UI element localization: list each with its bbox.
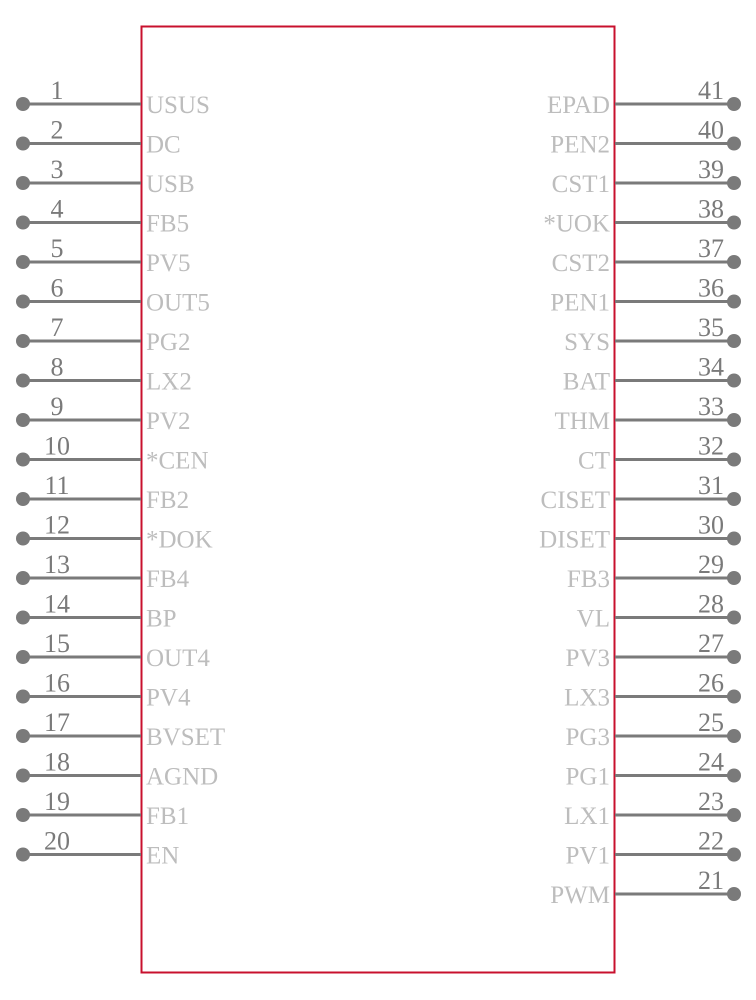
pin-number: 9 — [50, 392, 64, 421]
pin-number: 10 — [44, 431, 70, 461]
pin-name: LX3 — [564, 684, 610, 712]
pin-terminal-dot — [16, 334, 30, 348]
pin-30 — [539, 511, 741, 554]
pin-name: OUT5 — [146, 289, 210, 317]
pin-17 — [16, 708, 225, 751]
pin-terminal-dot — [16, 808, 30, 822]
pin-name: PG2 — [146, 329, 191, 356]
pin-33 — [554, 392, 741, 435]
pin-name: PV3 — [565, 645, 610, 672]
pin-number: 6 — [50, 273, 64, 303]
pin-name: PG1 — [565, 763, 610, 791]
pin-24 — [566, 748, 741, 791]
pin-32 — [578, 432, 741, 475]
pin-number: 32 — [698, 431, 724, 461]
pin-terminal-dot — [16, 295, 30, 309]
pin-number: 11 — [44, 471, 70, 500]
pin-20 — [16, 827, 179, 870]
pin-number: 1 — [50, 76, 64, 105]
pin-number: 21 — [698, 866, 724, 895]
pin-35 — [564, 313, 741, 356]
pin-name: EN — [146, 842, 180, 870]
pin-name: SYS — [564, 329, 610, 356]
pin-name: *DOK — [146, 526, 213, 554]
pin-number: 33 — [698, 392, 724, 421]
pin-number: 5 — [50, 234, 64, 263]
pin-name: LX1 — [564, 803, 610, 830]
pin-name: VL — [576, 605, 610, 633]
pin-name: PEN2 — [550, 131, 610, 159]
pin-terminal-dot — [727, 571, 741, 585]
pin-38 — [543, 195, 741, 238]
pin-name: BP — [146, 605, 177, 633]
pin-27 — [566, 629, 741, 672]
pin-number: 27 — [698, 629, 724, 658]
pin-36 — [550, 274, 741, 317]
pin-39 — [552, 155, 741, 198]
pin-number: 39 — [698, 155, 724, 184]
pin-41 — [547, 76, 741, 119]
pin-29 — [567, 550, 741, 593]
pin-name: PV4 — [146, 684, 191, 712]
pin-number: 22 — [698, 826, 724, 856]
pin-name: BAT — [562, 368, 610, 396]
pin-11 — [16, 471, 189, 514]
pin-26 — [564, 669, 741, 712]
pin-8 — [16, 353, 192, 396]
pin-terminal-dot — [16, 650, 30, 664]
pin-number: 4 — [50, 194, 64, 224]
pin-number: 20 — [44, 826, 70, 856]
pin-terminal-dot — [727, 729, 741, 743]
pin-terminal-dot — [727, 848, 741, 862]
pin-number: 30 — [698, 510, 724, 540]
pin-name: CST1 — [551, 171, 610, 198]
pin-name: USUS — [146, 92, 210, 119]
pin-name: PV1 — [565, 842, 610, 870]
pin-name: DISET — [539, 526, 610, 554]
pin-number: 18 — [44, 747, 70, 777]
pin-terminal-dot — [727, 611, 741, 625]
pin-name: THM — [554, 408, 610, 435]
pin-name: USB — [146, 171, 195, 198]
pin-name: PV5 — [146, 250, 191, 277]
pin-terminal-dot — [727, 176, 741, 190]
pin-terminal-dot — [727, 334, 741, 348]
pin-name: FB2 — [146, 487, 190, 514]
pin-4 — [16, 195, 189, 238]
pin-14 — [16, 590, 177, 633]
pin-terminal-dot — [16, 532, 30, 546]
pin-12 — [16, 511, 213, 554]
pin-terminal-dot — [16, 453, 30, 467]
pin-number: 2 — [50, 115, 64, 145]
pin-40 — [550, 116, 741, 159]
pin-terminal-dot — [727, 769, 741, 783]
pin-number: 41 — [698, 76, 724, 105]
pin-31 — [541, 471, 741, 514]
pin-37 — [552, 234, 741, 277]
pin-10 — [16, 432, 209, 475]
pin-number: 24 — [698, 747, 724, 777]
pin-name: FB3 — [566, 566, 610, 593]
pin-name: OUT4 — [146, 645, 210, 672]
pin-name: CST2 — [551, 250, 610, 277]
pin-34 — [563, 353, 741, 396]
pin-name: CT — [578, 447, 610, 475]
pin-number: 35 — [698, 313, 724, 342]
pin-name: FB5 — [146, 210, 190, 238]
pin-19 — [16, 787, 189, 830]
pin-16 — [16, 669, 191, 712]
pin-number: 37 — [698, 234, 724, 263]
pin-number: 36 — [698, 273, 724, 303]
pin-terminal-dot — [727, 690, 741, 704]
pin-terminal-dot — [16, 97, 30, 111]
pin-name: PG3 — [565, 724, 610, 751]
pin-25 — [566, 708, 741, 751]
pin-number: 14 — [44, 589, 70, 619]
pin-terminal-dot — [16, 137, 30, 151]
pin-number: 17 — [44, 708, 70, 737]
pin-terminal-dot — [16, 492, 30, 506]
pin-13 — [16, 550, 190, 593]
pin-terminal-dot — [727, 97, 741, 111]
pin-terminal-dot — [16, 611, 30, 625]
pin-number: 3 — [50, 155, 64, 184]
pin-1 — [16, 76, 210, 119]
pin-number: 34 — [698, 352, 724, 382]
pin-terminal-dot — [727, 255, 741, 269]
pin-name: PV2 — [146, 408, 191, 435]
pin-terminal-dot — [16, 255, 30, 269]
pin-21 — [550, 866, 741, 909]
pin-name: LX2 — [146, 368, 192, 396]
pin-terminal-dot — [727, 650, 741, 664]
pin-terminal-dot — [727, 216, 741, 230]
pin-name: DC — [146, 131, 181, 159]
pin-terminal-dot — [16, 413, 30, 427]
pin-name: *CEN — [146, 447, 209, 475]
pin-terminal-dot — [16, 176, 30, 190]
pin-name: PWM — [550, 882, 610, 909]
pin-3 — [16, 155, 195, 198]
pin-number: 29 — [698, 550, 724, 579]
pin-2 — [16, 116, 181, 159]
pin-terminal-dot — [727, 453, 741, 467]
pin-number: 25 — [698, 708, 724, 737]
pin-number: 31 — [698, 471, 724, 500]
pin-number: 26 — [698, 668, 724, 698]
pin-5 — [16, 234, 190, 277]
pin-15 — [16, 629, 210, 672]
pin-number: 12 — [44, 510, 70, 540]
pin-terminal-dot — [16, 374, 30, 388]
right-pin-group — [539, 76, 741, 909]
pin-terminal-dot — [727, 808, 741, 822]
pin-number: 15 — [44, 629, 70, 658]
pin-23 — [564, 787, 741, 830]
pin-number: 7 — [50, 313, 64, 342]
pin-name: AGND — [146, 763, 219, 791]
pin-name: EPAD — [547, 92, 610, 119]
pin-18 — [16, 748, 218, 791]
pin-6 — [16, 274, 210, 317]
pin-terminal-dot — [727, 532, 741, 546]
pin-number: 16 — [44, 668, 70, 698]
pin-name: BVSET — [146, 724, 226, 751]
pin-name: PEN1 — [550, 289, 610, 317]
pin-28 — [577, 590, 741, 633]
pin-number: 28 — [698, 589, 724, 619]
pin-number: 19 — [44, 787, 70, 816]
pin-terminal-dot — [16, 769, 30, 783]
pin-name: FB4 — [146, 566, 190, 593]
pin-9 — [16, 392, 190, 435]
pin-terminal-dot — [727, 374, 741, 388]
pin-name: FB1 — [146, 803, 190, 830]
pin-terminal-dot — [16, 690, 30, 704]
pin-number: 40 — [698, 115, 724, 145]
pin-7 — [16, 313, 190, 356]
pin-terminal-dot — [16, 571, 30, 585]
pin-22 — [566, 827, 741, 870]
pin-number: 8 — [50, 352, 64, 382]
pin-terminal-dot — [727, 492, 741, 506]
pin-terminal-dot — [727, 413, 741, 427]
pin-terminal-dot — [727, 295, 741, 309]
left-pin-group — [16, 76, 225, 870]
pin-number: 23 — [698, 787, 724, 816]
pin-terminal-dot — [16, 216, 30, 230]
pin-terminal-dot — [727, 137, 741, 151]
pin-terminal-dot — [16, 848, 30, 862]
pin-number: 13 — [44, 550, 70, 579]
pin-terminal-dot — [16, 729, 30, 743]
pin-number: 38 — [698, 194, 724, 224]
pin-terminal-dot — [727, 887, 741, 901]
pin-name: CISET — [540, 487, 610, 514]
pin-name: *UOK — [543, 210, 610, 238]
